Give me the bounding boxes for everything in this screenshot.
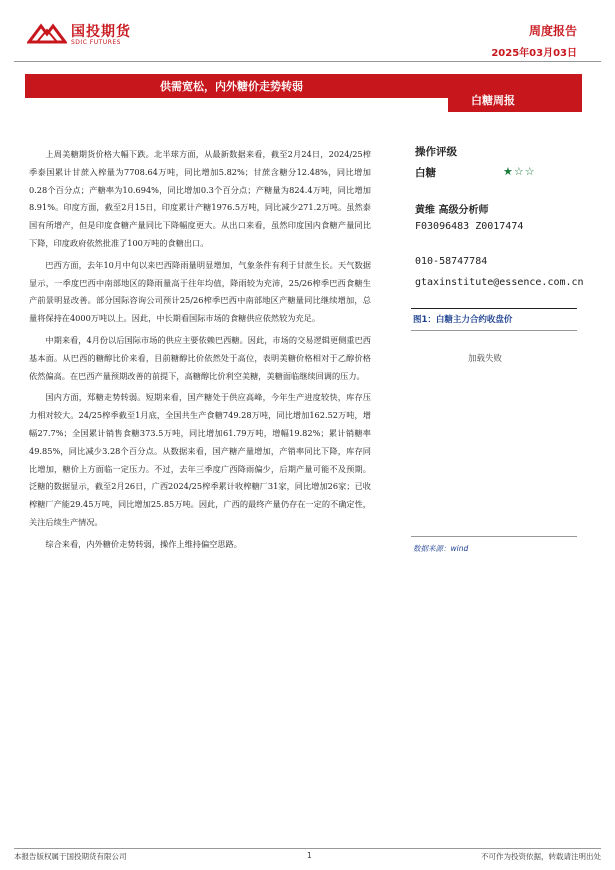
header-divider bbox=[14, 61, 601, 62]
report-date: 2025年03月03日 bbox=[491, 48, 577, 59]
figure-load-failed: 加载失败 bbox=[468, 354, 503, 364]
logo-text-en: SDIC FUTURES bbox=[71, 39, 121, 46]
footer-copyright: 本报告版权属于国投期货有限公司 bbox=[14, 852, 127, 861]
figure-bottom-rule bbox=[411, 536, 577, 537]
analyst-email[interactable]: gtaxinstitute@essence.com.cn bbox=[415, 277, 584, 288]
rating-commodity: 白糖 bbox=[415, 167, 436, 179]
rating-title: 操作评级 bbox=[415, 146, 457, 158]
body-paragraph: 中期来看，4月份以后国际市场的供应主要依赖巴西糖。因此，市场的交易逻辑更侧重巴西基本面。从巴西的糖醇比价来看，目前糖醇比价依然处于高位，表明美糖价格相对于乙醇价格依然偏高。在巴西产量预期改善的前提下，高糖醇比价利空美糖，美糖面临继续回调的压力。 bbox=[29, 334, 371, 381]
footer-disclaimer: 不可作为投资依据，转载请注明出处 bbox=[481, 852, 601, 861]
report-body bbox=[29, 146, 371, 554]
analyst-phone: 010-58747784 bbox=[415, 256, 488, 267]
star-filled-icon: ★ bbox=[503, 165, 514, 178]
rating-row bbox=[415, 165, 595, 181]
footer-divider bbox=[14, 848, 601, 849]
logo-text-cn: 国投期货 bbox=[71, 24, 131, 40]
body-paragraph: 综合来看，内外糖价走势转弱，操作上维持偏空思路。 bbox=[45, 538, 242, 549]
body-paragraph: 上周美糖期货价格大幅下跌。北半球方面，从最新数据来看，截至2月24日，2024/25榨季泰国累计甘蔗入榨量为7708.64万吨，同比增加5.82%；甘蔗含糖分12.48%，同比增加0.28个百分点；产糖率为10.694%，同比增加0.3个百分点；产糖量为824.4万吨，同比增加8.91%。印度方面，截至2月15日，印度累计产糖1976.5万吨，同比减少271.2万吨。虽然泰国有所增产，但是印度食糖产量同比下降幅度更大。从出口来看，虽然印度国内食糖产量同比下降，印度政府依然批准了100万吨的食糖出口。 bbox=[29, 149, 371, 248]
company-logo bbox=[27, 20, 167, 48]
logo-mark-icon bbox=[27, 22, 67, 46]
figure-title: 图1：白糖主力合约收盘价 bbox=[413, 315, 513, 325]
page-number: 1 bbox=[307, 851, 312, 860]
body-paragraph: 巴西方面，去年10月中旬以来巴西降雨量明显增加，气象条件有利于甘蔗生长。天气数据显示，一季度巴西中南部地区的降雨量高于往年均值，降雨较为充沛，25/26榨季巴西食糖生产前景明显改善。部分国际咨询公司预计25/26榨季巴西中南部地区产糖量同比继续增加，总量将保持在4000万吨以上。因此，中长期看国际市场的食糖供应依然较为充足。 bbox=[29, 259, 371, 324]
report-category-tab bbox=[448, 87, 582, 112]
analyst-name: 黄维 高级分析师 bbox=[415, 205, 489, 216]
analyst-cert-numbers: F03096483 Z0017474 bbox=[415, 221, 524, 232]
body-paragraph: 国内方面，郑糖走势转弱。短期来看，国产糖处于供应高峰，今年生产进度较快，库存压力相对较大。24/25榨季截至1月底，全国共生产食糖749.28万吨，同比增加162.52万吨，增幅27.7%；全国累计销售食糖373.5万吨，同比增加61.79万吨，增幅19.82%；累计销糖率49.85%，同比减少3.28个百分点。从数据来看，国产糖产量增加，产销率同比下降，库存同比增加，糖价上方面临一定压力。不过，去年三季度广西降雨偏少，后期产量可能不及预期。泛糖的数据显示，截至2月26日，广西2024/25榨季累计收榨糖厂31家，同比增加26家；已收榨糖厂产能29.45万吨，同比增加25.85万吨。因此，广西的最终产量仍存在一定的不确定性，关注后续生产情况。 bbox=[29, 392, 371, 527]
report-category-label: 白糖周报 bbox=[471, 94, 515, 107]
figure-source: 数据来源：wind bbox=[413, 544, 469, 553]
star-empty-icon: ☆ bbox=[524, 165, 536, 178]
figure-title-rule bbox=[411, 330, 577, 331]
star-empty-icon: ☆ bbox=[513, 165, 525, 178]
report-title: 供需宽松，内外糖价走势转弱 bbox=[160, 80, 303, 93]
figure-top-rule bbox=[411, 308, 577, 309]
rating-stars bbox=[503, 165, 536, 178]
report-type: 周度报告 bbox=[528, 24, 577, 38]
